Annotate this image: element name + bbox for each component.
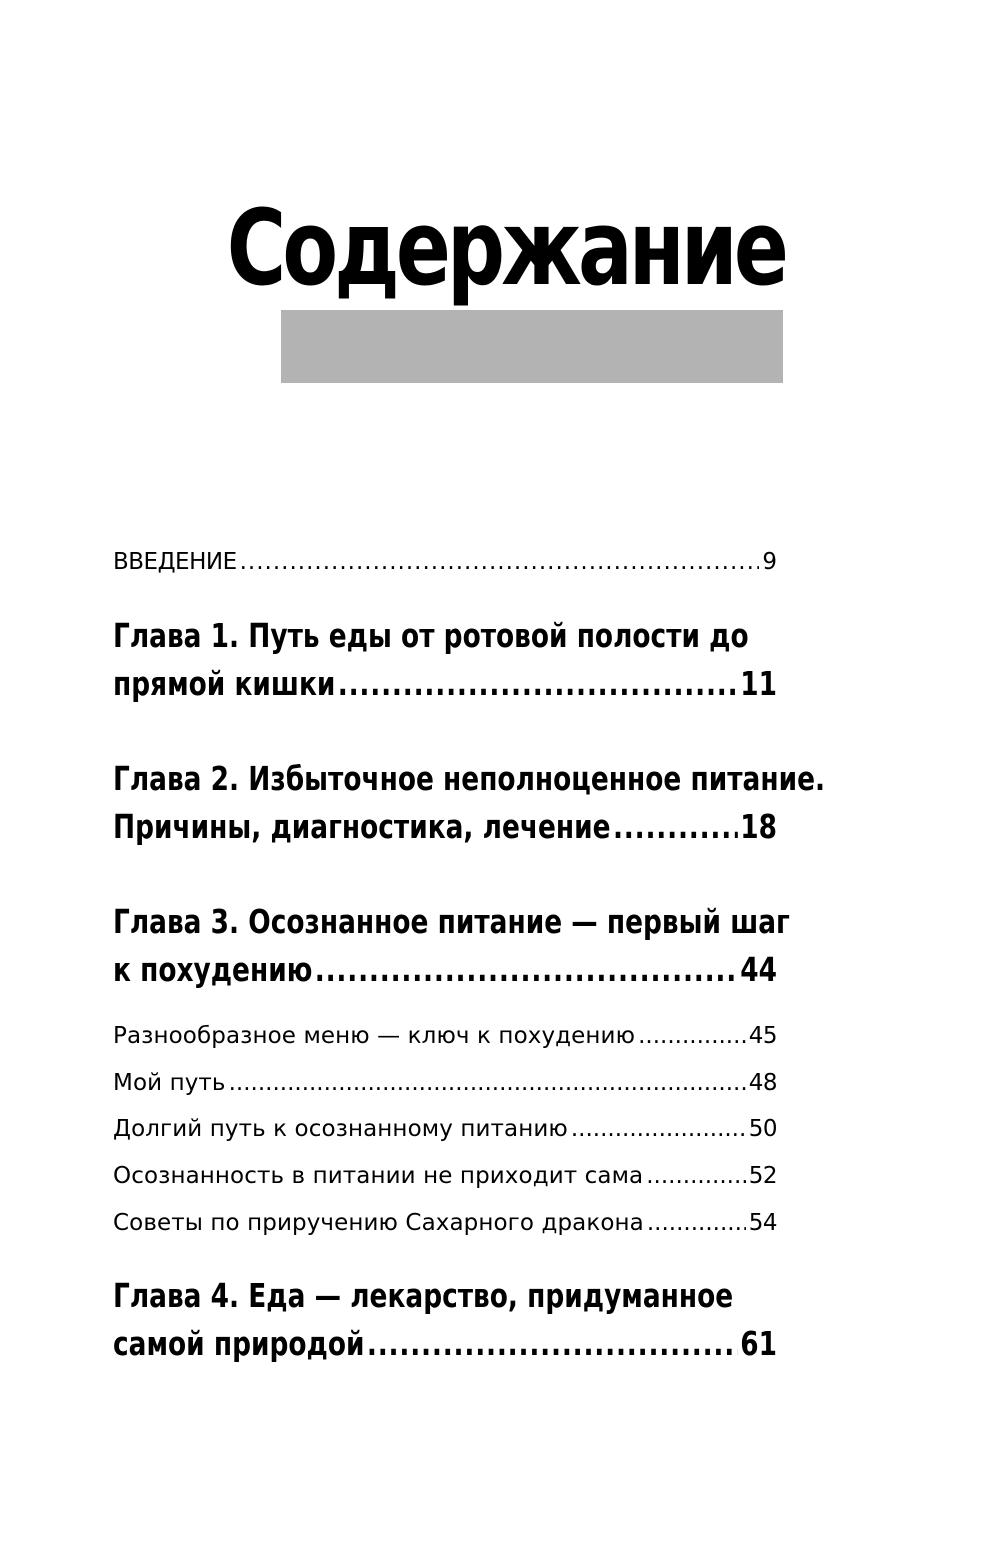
toc-entry-label: Разнообразное меню — ключ к похудению <box>113 1023 636 1049</box>
dot-leader <box>571 1114 746 1144</box>
toc-entry-chapter-3[interactable] <box>113 898 790 994</box>
chapter-title-line: Глава 2. Избыточное неполноценное питание. <box>113 759 826 798</box>
toc-entry-section[interactable] <box>113 1161 777 1191</box>
toc-page-number: 45 <box>748 1023 777 1049</box>
toc-entry-section[interactable] <box>113 1021 777 1051</box>
toc-entry-section[interactable] <box>113 1208 777 1238</box>
dot-leader <box>638 1021 746 1051</box>
dot-leader <box>315 946 738 994</box>
toc-page-number: 11 <box>740 664 777 703</box>
chapter-title-line: самой природой <box>113 1324 365 1363</box>
toc-entry-chapter-2[interactable] <box>113 755 826 851</box>
page-title: Содержание <box>226 187 785 309</box>
toc-page-number: 44 <box>740 950 777 989</box>
dot-leader <box>646 1161 745 1191</box>
dot-leader <box>647 1208 746 1238</box>
toc-page-number: 9 <box>762 549 777 575</box>
dot-leader <box>229 1068 746 1098</box>
dot-leader <box>613 803 738 851</box>
chapter-title-line: Причины, диагностика, лечение <box>113 807 611 846</box>
chapter-title-line: Глава 4. Еда — лекарство, придуманное <box>113 1276 734 1315</box>
chapter-title-line: Глава 3. Осознанное питание — первый шаг <box>113 902 790 941</box>
chapter-title-line: прямой кишки <box>113 664 336 703</box>
toc-entry-intro[interactable] <box>113 540 777 584</box>
table-of-contents <box>113 0 826 1552</box>
dot-leader <box>240 540 760 584</box>
toc-entry-label: Мой путь <box>113 1070 226 1096</box>
chapter-title-line: Глава 1. Путь еды от ротовой полости до <box>113 616 749 655</box>
toc-entry-label: Советы по приручению Сахарного дракона <box>113 1210 644 1236</box>
toc-entry-label: Осознанность в питании не приходит сама <box>113 1163 644 1189</box>
toc-page-number: 52 <box>748 1163 777 1189</box>
toc-entry-chapter-4[interactable] <box>113 1272 777 1368</box>
dot-leader <box>367 1320 738 1368</box>
toc-page-number: 50 <box>748 1116 777 1142</box>
toc-entry-label: Долгий путь к осознанному питанию <box>113 1116 568 1142</box>
toc-page-number: 48 <box>748 1070 777 1096</box>
toc-entry-section[interactable] <box>113 1068 777 1098</box>
toc-entry-section[interactable] <box>113 1114 777 1144</box>
toc-page-number: 18 <box>740 807 777 846</box>
toc-entry-label: ВВЕДЕНИЕ <box>113 549 237 575</box>
toc-entry-chapter-1[interactable] <box>113 612 777 708</box>
dot-leader <box>338 660 738 708</box>
toc-page-number: 54 <box>748 1210 777 1236</box>
toc-page-number: 61 <box>740 1324 777 1363</box>
chapter-title-line: к похудению <box>113 950 313 989</box>
